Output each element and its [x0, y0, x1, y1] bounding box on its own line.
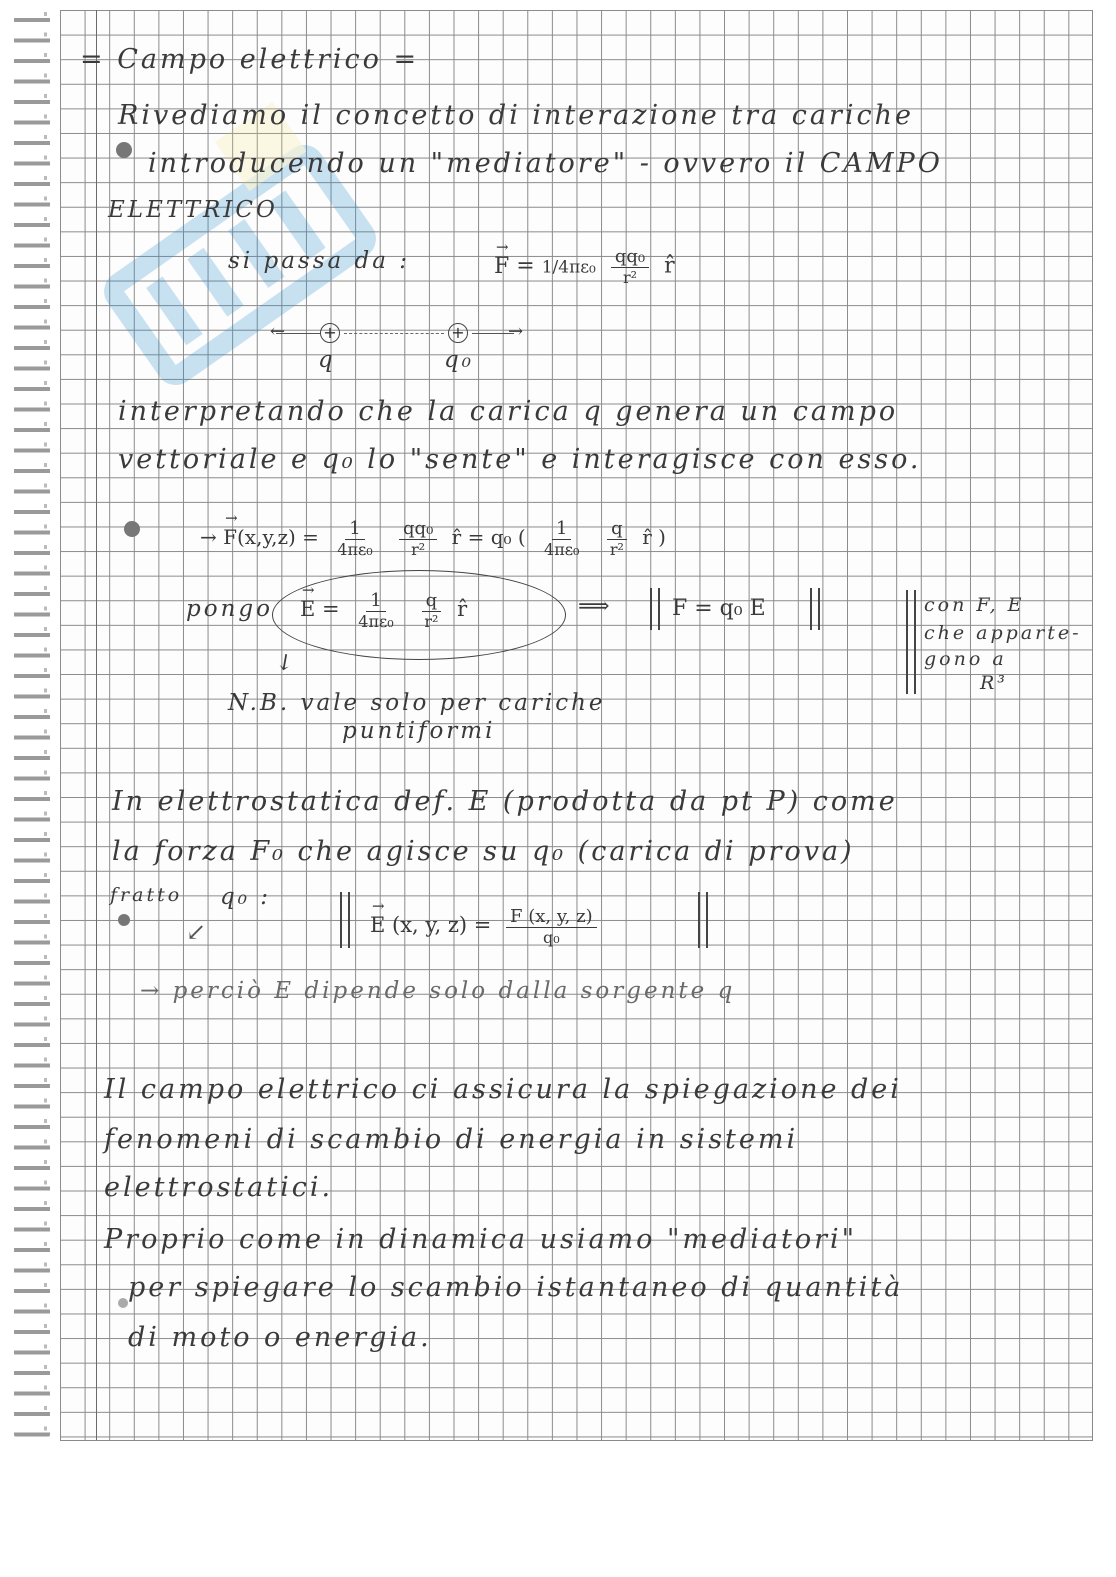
interpretation-line-2: vettoriale e q₀ lo "sente" e interagisce con esso.	[118, 444, 922, 475]
e-frac-2-den: r²	[424, 612, 439, 631]
e-xyz-label: → E (x, y, z) =	[370, 913, 491, 937]
arrow-left-head: ←	[270, 321, 286, 342]
coulomb-prefactor: 1/4πε₀	[541, 257, 596, 278]
side-note-line-4: R³	[980, 672, 1008, 694]
side-note-line-1: con F, E	[924, 594, 1025, 616]
force-frac-3	[540, 518, 583, 559]
side-note-line-2: che apparte-	[924, 622, 1082, 644]
force-frac-2-den: r²	[411, 540, 426, 559]
electrostatic-line-1: In elettrostatica def. E (prodotta da pt P) come	[112, 786, 898, 817]
e-frac-1-den: 4πε₀	[358, 612, 394, 631]
percio-line: → perciò E dipende solo dalla sorgente q	[140, 978, 736, 1004]
coulomb-numerator: qq₀	[611, 246, 649, 268]
field-frac	[506, 906, 597, 947]
charge-q0-circle: +	[448, 323, 468, 343]
box-bar-left	[650, 588, 660, 630]
field-frac-num: F (x, y, z)	[506, 906, 597, 928]
implies-arrow: ⟹	[578, 594, 610, 619]
side-note-line-3: gono a	[924, 648, 1007, 670]
paragraph-line-6: di moto o energia.	[128, 1322, 432, 1353]
force-frac-2-num: qq₀	[399, 518, 437, 540]
nb-line-2: puntiformi	[342, 718, 496, 744]
eq-bar-right	[698, 892, 708, 948]
force-field-equation	[200, 518, 666, 559]
electric-field-definition	[300, 590, 467, 631]
paragraph-line-2: fenomeni di scambio di energia in sistemi	[104, 1124, 799, 1155]
e-frac-2	[420, 590, 442, 631]
force-equals-q0E: F = q₀ E	[672, 596, 766, 621]
unit-vector-r: r̂	[664, 253, 675, 279]
down-pointer-arrow: ↙	[186, 918, 207, 946]
charge-separation-dashed-line	[344, 333, 444, 334]
force-frac-3-num: 1	[552, 518, 571, 540]
paragraph-line-3: elettrostatici.	[104, 1172, 334, 1203]
coulomb-fraction	[611, 246, 649, 287]
nb-line-1: N.B. vale solo per cariche	[228, 690, 606, 716]
arrow-prefix: →	[200, 525, 224, 549]
charge-q0-label: q₀	[444, 347, 474, 373]
intro-line-3: ELETTRICO	[108, 197, 278, 223]
box-bar-right	[810, 588, 820, 630]
equals-sign: =	[516, 253, 542, 279]
arrow-right-head: →	[508, 321, 524, 342]
field-frac-den: q₀	[543, 928, 560, 947]
rhat-close-paren: r̂ )	[642, 525, 666, 549]
force-rhat: r̂	[451, 525, 462, 549]
e-frac-2-num: q	[422, 590, 442, 612]
force-frac-1	[333, 518, 376, 559]
force-frac-4	[606, 518, 628, 559]
e-def-label: → E =	[300, 597, 340, 621]
force-frac-2	[399, 518, 437, 559]
side-note-bar	[906, 590, 916, 694]
ring-hole-mark	[116, 142, 132, 158]
e-rhat: r̂	[457, 597, 468, 621]
nb-pointer-arrow: ↙	[270, 646, 300, 679]
title-dash-left: =	[80, 44, 118, 75]
e-frac-1	[354, 590, 397, 631]
charge-q-circle: +	[320, 323, 340, 343]
page-title	[80, 44, 419, 75]
charge-q-label: q	[318, 347, 336, 373]
si-passa-label: si passa da :	[228, 248, 411, 274]
intro-line-1: Rivediamo il concetto di interazione tra cariche	[118, 100, 915, 131]
force-vector-symbol: → F	[494, 254, 509, 279]
coulomb-law	[494, 246, 675, 287]
coulomb-denominator: r²	[622, 268, 638, 287]
title-text: Campo elettrico	[117, 44, 382, 75]
force-frac-4-den: r²	[609, 540, 624, 559]
paragraph-line-1: Il campo elettrico ci assicura la spiegazione dei	[104, 1074, 902, 1105]
paragraph-line-4: Proprio come in dinamica usiamo "mediatori"	[104, 1224, 858, 1255]
fratto-q0-label: q₀ :	[220, 884, 272, 910]
ring-hole-mark-3	[118, 914, 130, 926]
force-frac-4-num: q	[607, 518, 627, 540]
pongo-label: pongo	[186, 596, 273, 622]
force-frac-1-num: 1	[345, 518, 364, 540]
field-over-charge-equation	[370, 906, 605, 947]
electrostatic-line-2: la forza F₀ che agisce su q₀ (carica di prova)	[112, 836, 855, 867]
intro-line-2: introducendo un "mediatore" - ovvero il CAMPO	[148, 148, 943, 179]
fratto-label: fratto	[110, 884, 183, 906]
force-frac-3-den: 4πε₀	[544, 540, 580, 559]
force-xyz-label: → F(x,y,z) =	[223, 525, 319, 549]
interpretation-line-1: interpretando che la carica q genera un campo	[118, 396, 899, 427]
force-frac-1-den: 4πε₀	[337, 540, 373, 559]
spiral-binding	[14, 12, 50, 1440]
ring-hole-mark-4	[118, 1298, 128, 1308]
e-frac-1-num: 1	[366, 590, 385, 612]
equals-q0: = q₀ (	[467, 525, 526, 549]
title-dash-right: =	[381, 44, 420, 75]
ring-hole-mark-2	[124, 521, 140, 537]
eq-bar-left	[340, 892, 350, 948]
paragraph-line-5: per spiegare lo scambio istantaneo di quantità	[128, 1272, 904, 1303]
